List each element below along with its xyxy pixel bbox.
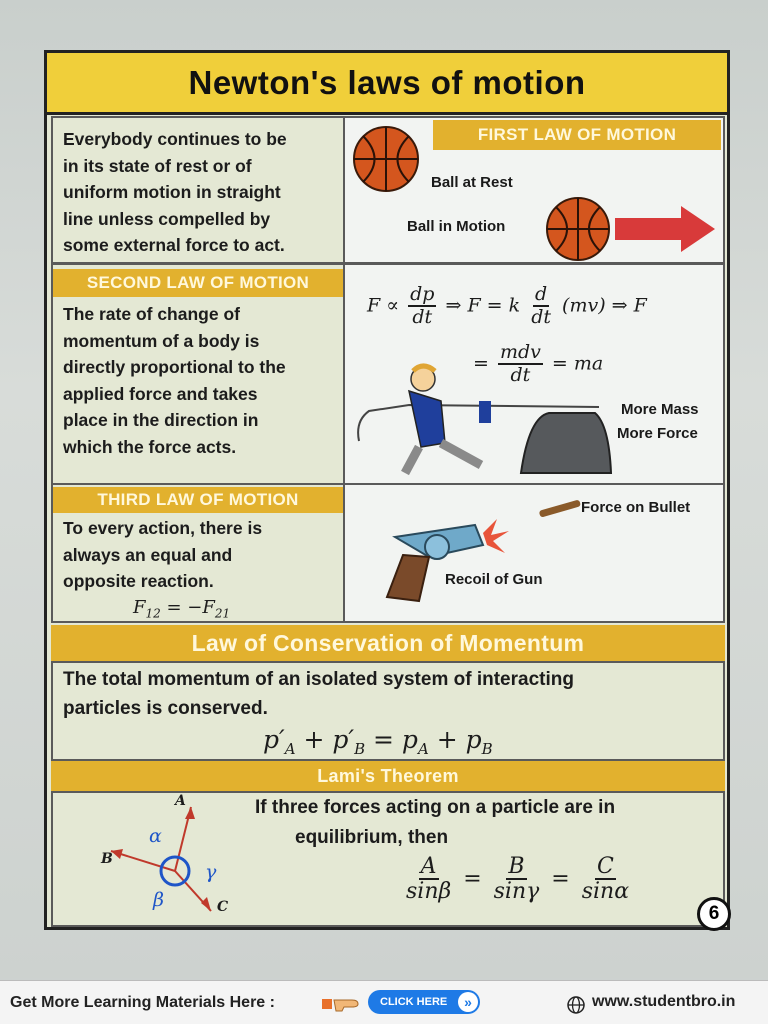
text-line: uniform motion in straight	[63, 182, 281, 202]
text-line: place in the direction in	[63, 410, 259, 430]
gun-illustration	[375, 497, 605, 607]
text-line: opposite reaction.	[63, 571, 214, 591]
third-law-text-cell	[51, 483, 345, 623]
first-law-heading: FIRST LAW OF MOTION	[433, 120, 721, 150]
text-line: equilibrium, then	[295, 827, 449, 848]
click-here-label: CLICK HERE	[380, 996, 448, 1008]
text-line: To every action, there is	[63, 518, 263, 538]
text-line: particles is conserved.	[63, 698, 268, 719]
first-law-text-cell	[51, 116, 345, 264]
text-line: The total momentum of an isolated system of interacting	[63, 669, 574, 690]
double-chevron-right-icon: »	[458, 992, 478, 1012]
title-banner	[47, 53, 727, 115]
text-line: directly proportional to the	[63, 357, 286, 377]
more-mass-label: More Mass	[621, 401, 699, 418]
third-law-heading: THIRD LAW OF MOTION	[53, 487, 343, 513]
text-line: some external force to act.	[63, 235, 285, 255]
more-force-label: More Force	[617, 425, 698, 442]
angle-beta-label: β	[153, 889, 164, 911]
text-line: always an equal and	[63, 544, 233, 565]
vector-b-label: B	[101, 851, 113, 867]
conservation-formula: $p'_A + p'_B = p_A + p_B$	[263, 725, 493, 758]
conservation-heading: Law of Conservation of Momentum	[51, 625, 725, 661]
second-law-heading: SECOND LAW OF MOTION	[53, 269, 343, 297]
conservation-cell	[51, 661, 725, 761]
footer-text: Get More Learning Materials Here :	[10, 994, 275, 1011]
text-line: line unless compelled by	[63, 208, 271, 229]
text-line: applied force and takes	[63, 383, 258, 404]
text-line: The rate of change of	[63, 304, 240, 324]
page-title: Newton's laws of motion	[188, 63, 586, 101]
text-line: in its state of rest or of	[63, 155, 252, 176]
page-number: 6	[697, 897, 731, 931]
click-here-button[interactable]	[368, 990, 480, 1014]
pointing-hand-icon	[322, 995, 362, 1013]
angle-alpha-label: α	[149, 825, 162, 847]
man-pulling-rope-illustration	[349, 361, 629, 483]
first-law-image-cell	[343, 116, 725, 264]
vector-a-label: A	[175, 793, 186, 809]
third-law-formula: $F_{12} = -F_{21}$	[133, 597, 231, 621]
lami-cell	[51, 791, 725, 927]
recoil-of-gun-label: Recoil of Gun	[445, 571, 543, 588]
arrow-right-icon	[615, 204, 717, 254]
second-law-image-cell	[343, 263, 725, 485]
text-line: momentum of a body is	[63, 330, 260, 351]
third-law-image-cell	[343, 483, 725, 623]
second-law-formula-cont: = $\frac{\text{mdv}}{dt}$ = ma	[473, 341, 604, 386]
ball-in-motion-illustration	[543, 196, 613, 262]
infographic-card	[44, 50, 730, 930]
force-on-bullet-label: Force on Bullet	[581, 499, 691, 516]
text-line: Everybody continues to be	[63, 129, 287, 149]
text-line: If three forces acting on a particle are in	[255, 797, 616, 818]
ball-at-rest-illustration	[351, 124, 421, 194]
website-link[interactable]: www.studentbro.in	[592, 993, 736, 1010]
lami-heading: Lami's Theorem	[51, 761, 725, 791]
angle-gamma-label: γ	[205, 861, 217, 883]
globe-icon	[566, 995, 586, 1015]
vector-c-label: C	[217, 899, 229, 915]
second-law-formula: F ∝ $\frac{dp}{dt}$ ⇒ F = k $\frac{d}{dt}$ (mv) ⇒ F	[367, 283, 647, 328]
ball-at-rest-label: Ball at Rest	[431, 174, 513, 191]
ball-in-motion-label: Ball in Motion	[407, 218, 506, 235]
text-line: which the force acts.	[63, 436, 237, 457]
second-law-text-cell	[51, 263, 345, 485]
lami-formula: $\frac{A}{\sin\beta}$ = $\frac{B}{\sin\gamma}$ = $\frac{C}{\sin\alpha}$	[406, 854, 630, 905]
